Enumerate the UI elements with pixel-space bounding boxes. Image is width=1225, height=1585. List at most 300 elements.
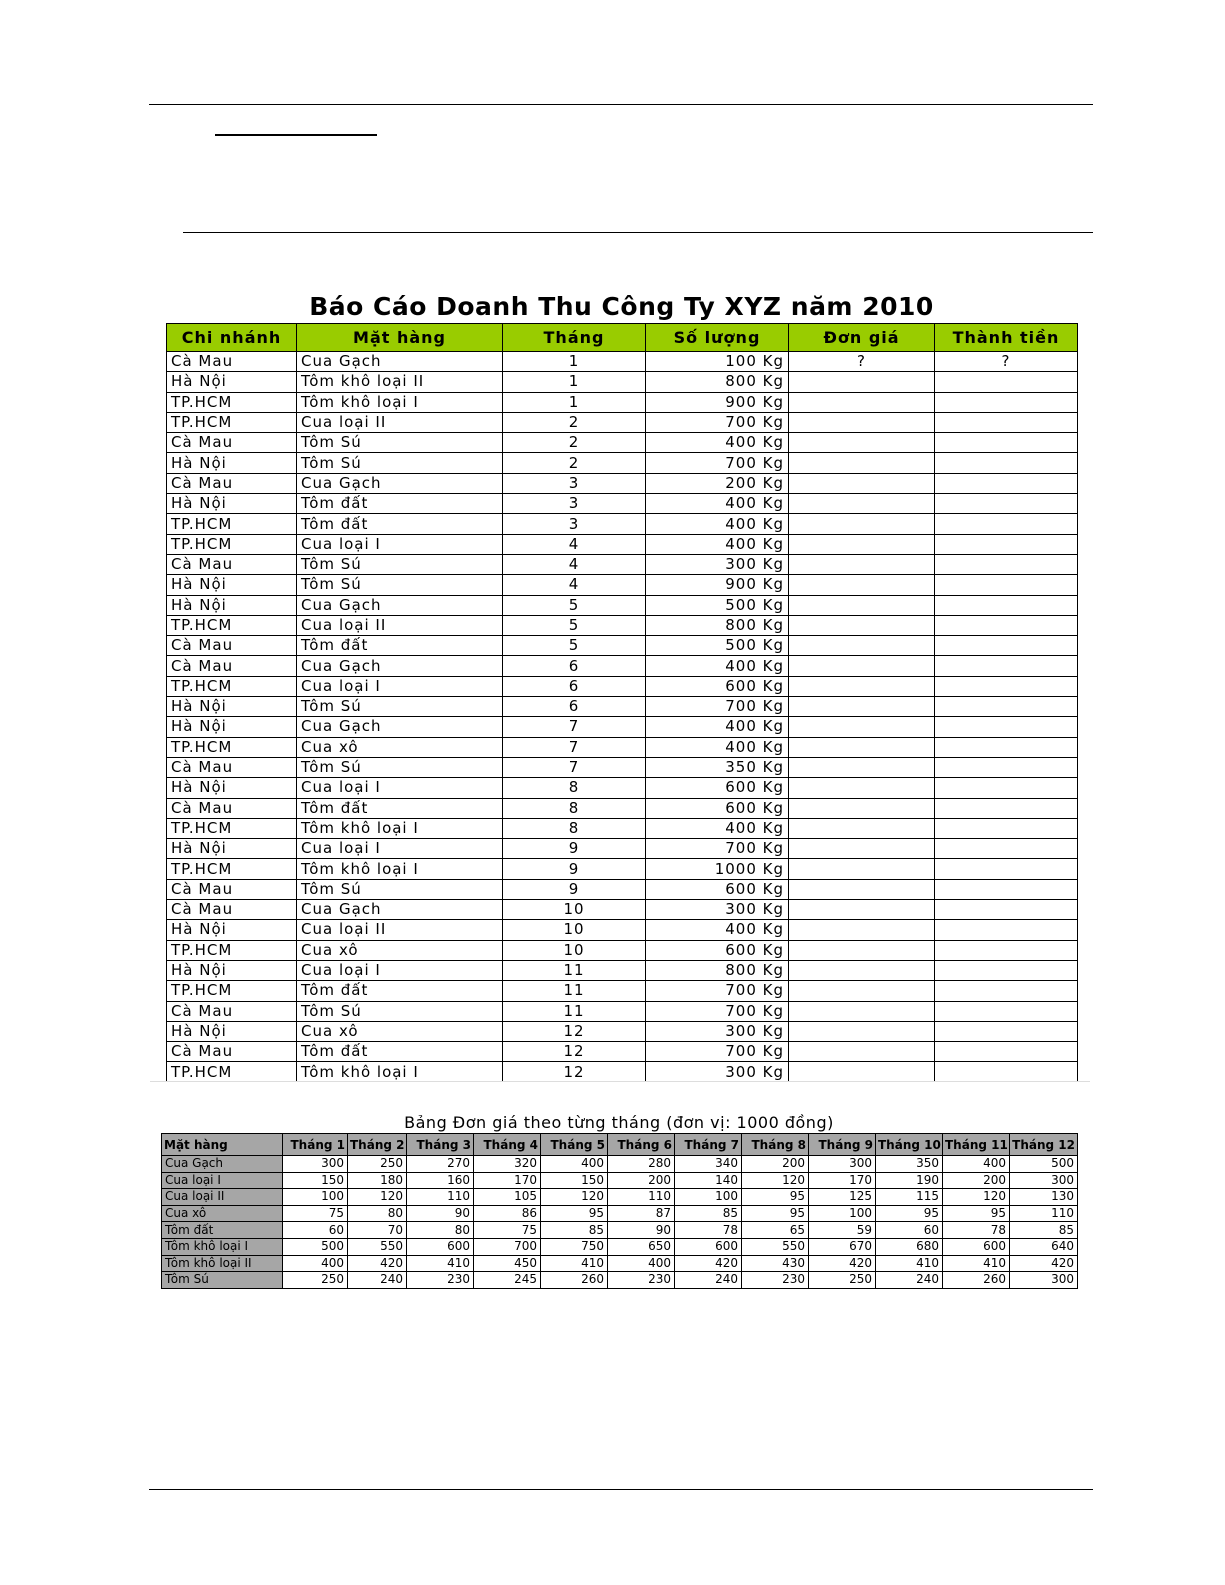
table-cell: 400 Kg <box>646 737 789 757</box>
table-cell: TP.HCM <box>167 1062 297 1082</box>
table-cell: Hà Nội <box>167 453 297 473</box>
table-row <box>167 879 1078 899</box>
table-cell <box>789 656 935 676</box>
table-cell: TP.HCM <box>167 940 297 960</box>
table-cell: 2 <box>503 412 646 432</box>
table-cell <box>935 494 1078 514</box>
table-row <box>162 1255 1078 1272</box>
table-cell: Cà Mau <box>167 554 297 574</box>
column-header: Tháng 5 <box>541 1134 608 1156</box>
column-header: Mặt hàng <box>162 1134 283 1156</box>
table-cell <box>789 920 935 940</box>
price-table-title: Bảng Đơn giá theo từng tháng (đơn vị: 1000 đồng) <box>404 1113 834 1132</box>
table-cell: 100 Kg <box>646 352 789 372</box>
table-cell: 300 <box>1010 1172 1078 1189</box>
table-cell: 240 <box>876 1272 943 1289</box>
table-cell <box>935 778 1078 798</box>
table-cell: 4 <box>503 554 646 574</box>
table-cell: 410 <box>541 1255 608 1272</box>
table-cell: 10 <box>503 900 646 920</box>
table-row <box>167 920 1078 940</box>
table-cell: Cua loại II <box>297 615 503 635</box>
table-cell: 680 <box>876 1238 943 1255</box>
table-cell: Tôm đất <box>297 514 503 534</box>
table-cell: Hà Nội <box>167 778 297 798</box>
column-header: Tháng 7 <box>675 1134 742 1156</box>
table-cell: Tôm Sú <box>297 1001 503 1021</box>
table-row <box>167 757 1078 777</box>
table-cell: 59 <box>809 1222 876 1239</box>
table-cell: Hà Nội <box>167 1021 297 1041</box>
table-row <box>167 575 1078 595</box>
table-cell: 120 <box>541 1189 608 1206</box>
column-header: Thành tiền <box>935 324 1078 352</box>
table-cell: 250 <box>283 1272 348 1289</box>
table-cell: TP.HCM <box>167 737 297 757</box>
table-cell: Cua Gạch <box>297 595 503 615</box>
table-cell: 160 <box>407 1172 474 1189</box>
table-cell: 410 <box>407 1255 474 1272</box>
table-row <box>167 636 1078 656</box>
table-cell <box>789 697 935 717</box>
column-header: Tháng 2 <box>348 1134 407 1156</box>
table-cell: 700 Kg <box>646 453 789 473</box>
table-cell: 400 <box>541 1156 608 1173</box>
table-cell: Tôm khô loại I <box>297 859 503 879</box>
report-title: Báo Cáo Doanh Thu Công Ty XYZ năm 2010 <box>309 292 934 321</box>
table-cell: Hà Nội <box>167 575 297 595</box>
table-cell <box>935 798 1078 818</box>
table-cell: Tôm Sú <box>297 879 503 899</box>
table-cell <box>789 778 935 798</box>
table-cell <box>789 453 935 473</box>
table-cell: Cà Mau <box>167 1042 297 1062</box>
table-cell <box>789 1021 935 1041</box>
table-cell <box>789 818 935 838</box>
table-cell: 86 <box>474 1205 541 1222</box>
table-cell: 6 <box>503 676 646 696</box>
section-rule <box>183 232 1093 233</box>
table-cell <box>935 433 1078 453</box>
table-row <box>162 1222 1078 1239</box>
table-cell: 11 <box>503 1001 646 1021</box>
table-cell: 12 <box>503 1042 646 1062</box>
table-cell <box>789 960 935 980</box>
table-cell: 7 <box>503 737 646 757</box>
table-cell: 270 <box>407 1156 474 1173</box>
table-cell: 400 Kg <box>646 656 789 676</box>
table-cell: 600 <box>407 1238 474 1255</box>
table-row <box>167 473 1078 493</box>
table-cell: 500 Kg <box>646 636 789 656</box>
table-row <box>167 676 1078 696</box>
table-cell: Cua loại I <box>297 676 503 696</box>
table-cell <box>789 554 935 574</box>
table-cell: 280 <box>608 1156 675 1173</box>
table-cell <box>789 494 935 514</box>
table-cell: 3 <box>503 473 646 493</box>
table-cell: 95 <box>876 1205 943 1222</box>
table-cell: Cua loại II <box>162 1189 283 1206</box>
table-cell: Cà Mau <box>167 636 297 656</box>
table-cell: 120 <box>742 1172 809 1189</box>
table-cell: Tôm đất <box>297 798 503 818</box>
table-cell: 700 Kg <box>646 839 789 859</box>
table-cell: 400 Kg <box>646 494 789 514</box>
table-cell: 400 Kg <box>646 717 789 737</box>
table-cell: 410 <box>943 1255 1010 1272</box>
table-cell: Cua xô <box>297 940 503 960</box>
table-cell <box>789 1042 935 1062</box>
table-cell: 120 <box>348 1189 407 1206</box>
table-cell: Cà Mau <box>167 433 297 453</box>
table-cell: 240 <box>348 1272 407 1289</box>
table-row <box>162 1172 1078 1189</box>
table-cell: 600 Kg <box>646 940 789 960</box>
table-row <box>167 352 1078 372</box>
table-cell: 100 <box>809 1205 876 1222</box>
table-cell <box>935 818 1078 838</box>
table-cell: 300 Kg <box>646 554 789 574</box>
table-row <box>167 534 1078 554</box>
table-cell: Hà Nội <box>167 697 297 717</box>
table-cell: 230 <box>608 1272 675 1289</box>
table-cell: 550 <box>348 1238 407 1255</box>
table-cell: 200 <box>608 1172 675 1189</box>
table-cell: 150 <box>541 1172 608 1189</box>
table-cell: Tôm đất <box>297 981 503 1001</box>
table-cell: 4 <box>503 575 646 595</box>
table-cell: 78 <box>943 1222 1010 1239</box>
table-cell: Cua xô <box>297 737 503 757</box>
table-row <box>167 372 1078 392</box>
table-cell: 60 <box>283 1222 348 1239</box>
table-cell <box>789 514 935 534</box>
table-cell: 180 <box>348 1172 407 1189</box>
header-rule <box>149 104 1093 105</box>
table-cell: 2 <box>503 453 646 473</box>
table-cell: 300 Kg <box>646 900 789 920</box>
table-cell: 800 Kg <box>646 615 789 635</box>
table-cell: 110 <box>407 1189 474 1206</box>
table-cell: 800 Kg <box>646 960 789 980</box>
table-cell: 1 <box>503 392 646 412</box>
table-cell: TP.HCM <box>167 412 297 432</box>
table-row <box>167 1021 1078 1041</box>
table-cell: Hà Nội <box>167 920 297 940</box>
table-cell: 105 <box>474 1189 541 1206</box>
table-cell: 90 <box>407 1205 474 1222</box>
table-cell: Cua Gạch <box>297 473 503 493</box>
table-cell <box>789 1001 935 1021</box>
table-cell <box>935 1021 1078 1041</box>
table-cell: 600 Kg <box>646 778 789 798</box>
table-cell: 95 <box>742 1189 809 1206</box>
table-row <box>167 778 1078 798</box>
table-cell: 95 <box>742 1205 809 1222</box>
table-cell: TP.HCM <box>167 676 297 696</box>
table-row <box>167 1001 1078 1021</box>
table-cell <box>935 1062 1078 1082</box>
table-cell <box>789 900 935 920</box>
column-header: Tháng 10 <box>876 1134 943 1156</box>
table-cell <box>789 473 935 493</box>
table-cell <box>789 433 935 453</box>
table-cell: 300 Kg <box>646 1062 789 1082</box>
table-cell: Cua xô <box>297 1021 503 1041</box>
table-cell: 140 <box>675 1172 742 1189</box>
table-cell: 80 <box>348 1205 407 1222</box>
table-row <box>167 494 1078 514</box>
table-cell: Hà Nội <box>167 960 297 980</box>
table-header-row <box>162 1134 1078 1156</box>
table-cell: Cà Mau <box>167 473 297 493</box>
table-cell: Tôm đất <box>297 494 503 514</box>
table-cell: 420 <box>348 1255 407 1272</box>
table-cell: 350 Kg <box>646 757 789 777</box>
table-cell: 240 <box>675 1272 742 1289</box>
table-cell <box>789 940 935 960</box>
table-cell: Cua xô <box>162 1205 283 1222</box>
table-cell: 200 <box>943 1172 1010 1189</box>
table-cell: 670 <box>809 1238 876 1255</box>
table-cell: 400 Kg <box>646 514 789 534</box>
table-row <box>167 798 1078 818</box>
table-cell: 110 <box>1010 1205 1078 1222</box>
table-cell: Tôm khô loại I <box>162 1238 283 1255</box>
table-cell: Cua Gạch <box>162 1156 283 1173</box>
table-cell: 400 Kg <box>646 818 789 838</box>
table-cell <box>935 839 1078 859</box>
table-cell: Tôm Sú <box>297 554 503 574</box>
table-cell <box>789 636 935 656</box>
table-cell <box>789 412 935 432</box>
table-cell: 12 <box>503 1062 646 1082</box>
table-cell <box>935 372 1078 392</box>
table-cell: 120 <box>943 1189 1010 1206</box>
table-cell: Cua loại I <box>297 534 503 554</box>
table-cell: Tôm Sú <box>297 575 503 595</box>
column-header: Tháng 3 <box>407 1134 474 1156</box>
table-cell <box>935 534 1078 554</box>
table-row <box>167 839 1078 859</box>
table-cell: 90 <box>608 1222 675 1239</box>
table-cell: Cà Mau <box>167 1001 297 1021</box>
table-cell: TP.HCM <box>167 615 297 635</box>
table-cell <box>935 1001 1078 1021</box>
table-cell: Cua loại I <box>162 1172 283 1189</box>
table-cell: Cà Mau <box>167 352 297 372</box>
table-cell <box>789 879 935 899</box>
table-cell: 260 <box>943 1272 1010 1289</box>
table-cell: 245 <box>474 1272 541 1289</box>
table-cell: Cà Mau <box>167 757 297 777</box>
column-header: Tháng 12 <box>1010 1134 1078 1156</box>
column-header: Tháng 6 <box>608 1134 675 1156</box>
table-row <box>167 981 1078 1001</box>
table-cell: 500 <box>283 1238 348 1255</box>
sales-report-table <box>166 323 1078 1083</box>
column-header: Mặt hàng <box>297 324 503 352</box>
table-cell <box>935 697 1078 717</box>
table-cell <box>935 900 1078 920</box>
table-cell: 260 <box>541 1272 608 1289</box>
table-cell: 150 <box>283 1172 348 1189</box>
column-header: Tháng 9 <box>809 1134 876 1156</box>
table-row <box>167 859 1078 879</box>
table-cell: Tôm khô loại I <box>297 818 503 838</box>
table-cell: 10 <box>503 940 646 960</box>
table-cell <box>789 717 935 737</box>
table-cell: 420 <box>1010 1255 1078 1272</box>
table-cell: 125 <box>809 1189 876 1206</box>
table-header-row <box>167 324 1078 352</box>
table-cell: Tôm Sú <box>162 1272 283 1289</box>
table-row <box>167 392 1078 412</box>
table-cell: 200 <box>742 1156 809 1173</box>
table-cell: Tôm đất <box>297 1042 503 1062</box>
crop-edge <box>150 1081 1090 1086</box>
table-cell: Hà Nội <box>167 717 297 737</box>
table-cell: 400 Kg <box>646 433 789 453</box>
table-cell <box>935 473 1078 493</box>
table-cell: 7 <box>503 717 646 737</box>
column-header: Tháng 1 <box>283 1134 348 1156</box>
unit-price-table <box>161 1133 1078 1289</box>
table-cell: Cua loại I <box>297 778 503 798</box>
table-row <box>167 818 1078 838</box>
column-header: Tháng 8 <box>742 1134 809 1156</box>
table-cell: Hà Nội <box>167 372 297 392</box>
table-cell: 85 <box>675 1205 742 1222</box>
table-row <box>167 697 1078 717</box>
table-cell: 115 <box>876 1189 943 1206</box>
table-cell: 640 <box>1010 1238 1078 1255</box>
table-cell: 11 <box>503 960 646 980</box>
table-cell: 340 <box>675 1156 742 1173</box>
table-cell <box>935 737 1078 757</box>
table-cell: 5 <box>503 636 646 656</box>
table-cell: Cà Mau <box>167 656 297 676</box>
table-cell: Tôm đất <box>297 636 503 656</box>
table-cell <box>935 717 1078 737</box>
table-cell: 700 Kg <box>646 1042 789 1062</box>
table-cell: 200 Kg <box>646 473 789 493</box>
table-row <box>162 1189 1078 1206</box>
table-cell <box>935 920 1078 940</box>
table-cell <box>935 453 1078 473</box>
table-cell: Tôm Sú <box>297 757 503 777</box>
table-row <box>167 656 1078 676</box>
table-cell: ? <box>789 352 935 372</box>
table-cell: TP.HCM <box>167 859 297 879</box>
table-cell: TP.HCM <box>167 514 297 534</box>
table-cell <box>935 615 1078 635</box>
table-cell: 700 Kg <box>646 1001 789 1021</box>
table-row <box>167 737 1078 757</box>
table-cell: 300 <box>809 1156 876 1173</box>
table-cell: 10 <box>503 920 646 940</box>
table-cell: 500 <box>1010 1156 1078 1173</box>
table-cell: 500 Kg <box>646 595 789 615</box>
table-cell <box>935 392 1078 412</box>
table-cell <box>935 879 1078 899</box>
table-cell: 1 <box>503 352 646 372</box>
table-cell: 700 Kg <box>646 981 789 1001</box>
table-cell: TP.HCM <box>167 818 297 838</box>
table-cell: Cua Gạch <box>297 717 503 737</box>
table-row <box>167 940 1078 960</box>
table-cell <box>935 1042 1078 1062</box>
table-cell: 1 <box>503 372 646 392</box>
table-cell: Cua loại I <box>297 839 503 859</box>
table-cell: 190 <box>876 1172 943 1189</box>
table-cell: Hà Nội <box>167 494 297 514</box>
table-cell <box>789 575 935 595</box>
table-cell: Tôm khô loại I <box>297 392 503 412</box>
table-cell: 7 <box>503 757 646 777</box>
table-cell: 420 <box>675 1255 742 1272</box>
table-cell: 5 <box>503 615 646 635</box>
table-cell <box>789 1062 935 1082</box>
table-cell <box>789 859 935 879</box>
table-cell: Cua loại I <box>297 960 503 980</box>
table-cell: Cua loại II <box>297 920 503 940</box>
table-row <box>167 900 1078 920</box>
table-cell <box>789 392 935 412</box>
table-cell <box>935 554 1078 574</box>
table-cell <box>935 636 1078 656</box>
table-cell: 60 <box>876 1222 943 1239</box>
table-row <box>167 433 1078 453</box>
table-cell: Tôm Sú <box>297 433 503 453</box>
table-row <box>167 717 1078 737</box>
table-cell: TP.HCM <box>167 534 297 554</box>
table-cell: 100 <box>283 1189 348 1206</box>
table-cell: 170 <box>474 1172 541 1189</box>
table-cell: 700 Kg <box>646 697 789 717</box>
table-cell <box>789 981 935 1001</box>
table-cell: 110 <box>608 1189 675 1206</box>
table-cell: 8 <box>503 778 646 798</box>
table-cell: 8 <box>503 798 646 818</box>
table-cell: Cua Gạch <box>297 900 503 920</box>
table-cell: 320 <box>474 1156 541 1173</box>
table-cell: 85 <box>1010 1222 1078 1239</box>
table-cell: 400 Kg <box>646 534 789 554</box>
table-cell <box>935 960 1078 980</box>
table-cell <box>935 656 1078 676</box>
table-cell: 9 <box>503 839 646 859</box>
table-cell: 400 <box>283 1255 348 1272</box>
table-cell: ? <box>935 352 1078 372</box>
table-cell: 420 <box>809 1255 876 1272</box>
table-cell: 600 Kg <box>646 879 789 899</box>
table-cell: Hà Nội <box>167 839 297 859</box>
table-cell: Hà Nội <box>167 595 297 615</box>
table-cell: 3 <box>503 494 646 514</box>
table-cell: 8 <box>503 818 646 838</box>
table-row <box>167 554 1078 574</box>
table-cell: 75 <box>474 1222 541 1239</box>
table-cell: 410 <box>876 1255 943 1272</box>
table-cell: 75 <box>283 1205 348 1222</box>
table-row <box>167 1062 1078 1082</box>
table-cell: 700 Kg <box>646 412 789 432</box>
table-cell: 250 <box>809 1272 876 1289</box>
table-cell: 900 Kg <box>646 575 789 595</box>
table-row <box>167 412 1078 432</box>
